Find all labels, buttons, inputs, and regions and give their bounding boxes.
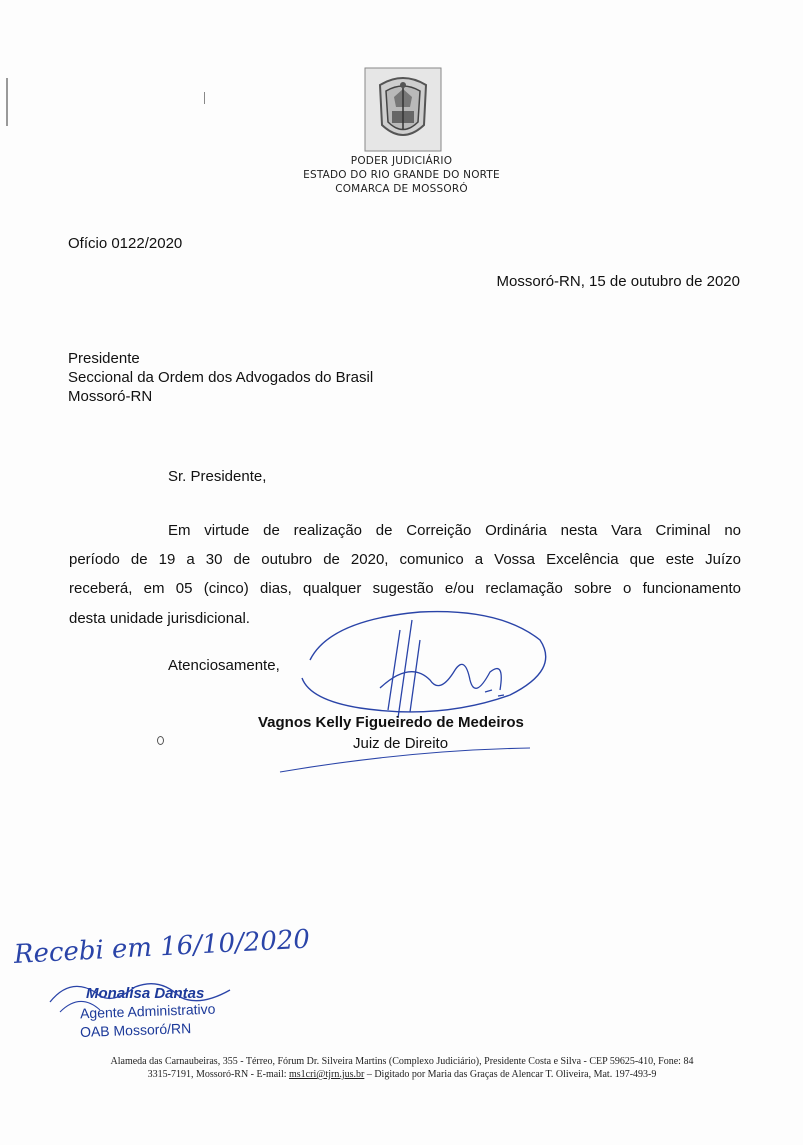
footer-contact <box>70 1068 734 1081</box>
receipt-handwritten-note: Recebi em 16/10/2020 <box>13 924 311 970</box>
scan-mark-left <box>6 78 8 126</box>
footer-address: Alameda das Carnaubeiras, 355 - Térreo, Fórum Dr. Silveira Martins (Complexo Judiciário), Presidente Costa e Silva - CEP 59625-410, Fone: 84 <box>110 1056 694 1067</box>
signer-name: Vagnos Kelly Figueiredo de Medeiros <box>258 714 524 731</box>
footer-contact-suffix: – Digitado por Maria das Graças de Alencar T. Oliveira, Mat. 197-493-9 <box>364 1069 657 1080</box>
document-reference: Ofício 0122/2020 <box>68 235 183 252</box>
body-line-3: receberá, em 05 (cinco) dias, qualquer sugestão e/ou reclamação sobre o funcionamento <box>69 580 741 597</box>
body-line-4: desta unidade jurisdicional. <box>69 610 250 627</box>
recipient-line: Seccional da Ordem dos Advogados do Brasil <box>68 369 374 386</box>
signer-title: Juiz de Direito <box>353 735 449 752</box>
coat-of-arms-seal <box>364 67 442 152</box>
header-line-3: COMARCA DE MOSSORÓ <box>335 183 468 195</box>
stamp-org: OAB Mossoró/RN <box>79 1020 192 1040</box>
recipient-line: Mossoró-RN <box>68 388 153 405</box>
closing: Atenciosamente, <box>168 657 280 674</box>
header-line-2: ESTADO DO RIO GRANDE DO NORTE <box>303 169 500 181</box>
body-line-2: período de 19 a 30 de outubro de 2020, comunico a Vossa Excelência que este Juízo <box>69 551 741 568</box>
header-line-1: PODER JUDICIÁRIO <box>350 155 453 167</box>
footer-email-link[interactable]: ms1cri@tjrn.jus.br <box>289 1069 365 1080</box>
salutation: Sr. Presidente, <box>168 468 267 485</box>
footer-contact-prefix: 3315-7191, Mossoró-RN - E-mail: <box>147 1069 290 1080</box>
receipt-signature <box>40 972 240 1032</box>
scan-mark-dot <box>204 92 205 104</box>
body-line-1: Em virtude de realização de Correição Ordinária nesta Vara Criminal no <box>168 522 741 539</box>
stamp-role: Agente Administrativo <box>79 1000 216 1022</box>
recipient-line: Presidente <box>68 350 140 367</box>
stamp-name: Monalisa Dantas <box>86 985 205 1002</box>
judge-signature <box>270 600 570 800</box>
ink-spot <box>157 736 164 745</box>
document-date: Mossoró-RN, 15 de outubro de 2020 <box>496 273 740 290</box>
